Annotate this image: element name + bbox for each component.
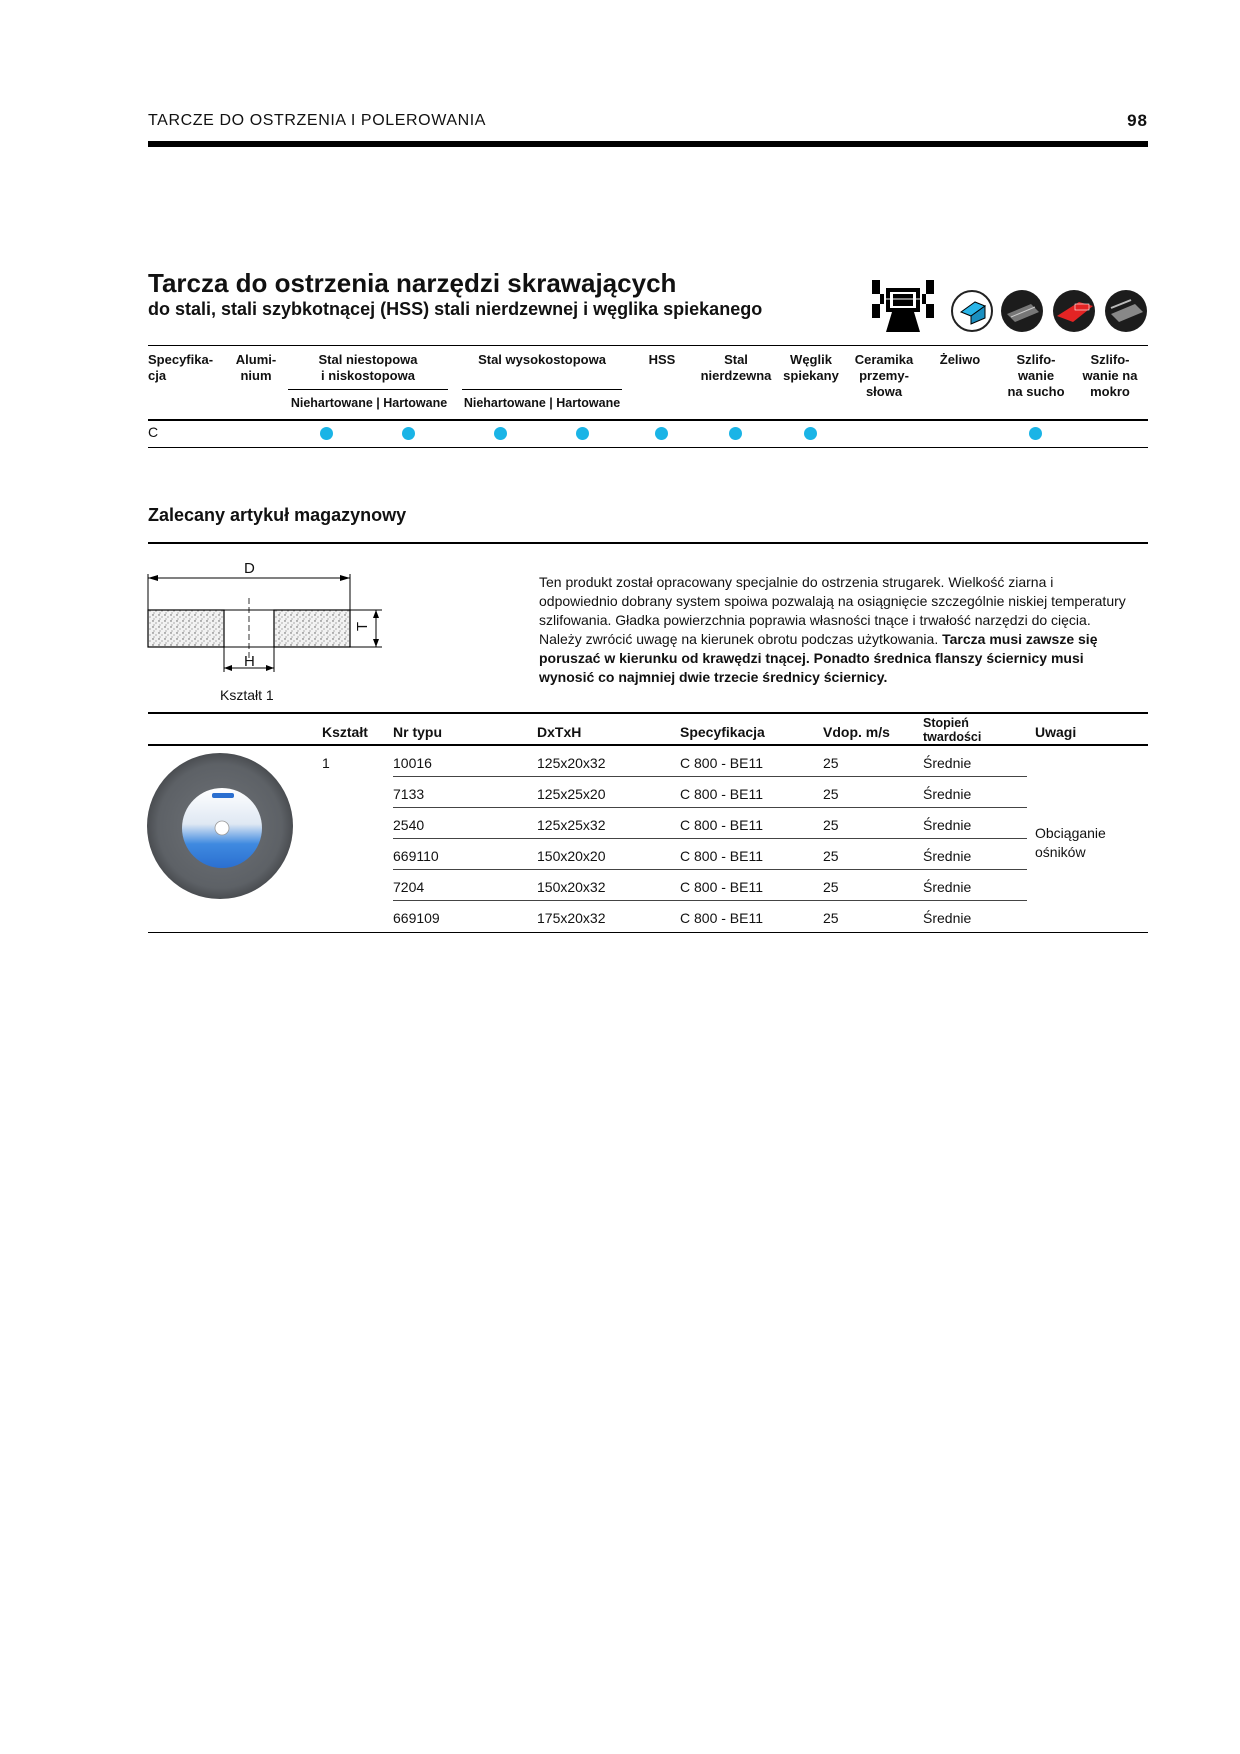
spec-header-high-steel: Stal wysokostopowa [478,352,606,367]
dims-cell: 125x25x32 [537,817,606,833]
spec-header-hss: HSS [648,352,676,367]
dims-cell: 125x20x32 [537,755,606,771]
spec-subheader-low: Niehartowane | Hartowane [290,396,448,410]
dims-cell: 150x20x32 [537,879,606,895]
spec-cell: C 800 - BE11 [680,879,764,895]
spec-header-stainless: Stal nierdzewna [700,352,772,383]
product-description: Ten produkt został opracowany specjalnie do ostrzenia strugarek. Wielkość ziarna i odpowiednio dobrany system spoiwa pozwalają na osiągnięcie szczególnie niskiej temperatury szlifowania. Gładka powierzchnia poprawia własności tnące i trwałość narzędzi do cięcia. Należy zwrócić uwagę na kierunek obrotu podczas użytkowania. Tarcza musi zawsze się poruszać w kierunku od krawędzi tnącej. Ponadto średnica flanszy ściernicy musi wynosić co najmniej dwie trzecie średnicy ściernicy. [539,574,1126,685]
suitability-dot-low-hardened [402,427,415,440]
suitability-dot-carbide [804,427,817,440]
steel-beam-icon [951,290,993,332]
header-rule [148,141,1148,147]
hardness-cell: Średnie [923,910,972,926]
high-steel-subrule [462,389,622,390]
spec-header-dry: Szlifo- wanie na sucho [1007,352,1065,399]
dims-cell: 125x25x20 [537,786,606,802]
product-subtitle: do stali, stali szybkotnącej (HSS) stali nierdzewnej i węglika spiekanego [148,299,763,319]
grinding-wheel-image [146,752,294,900]
dimension-t-label: T [354,621,372,632]
spec-cell: C 800 - BE11 [680,786,764,802]
wet-grinding-icon [1105,290,1147,332]
spec-header-ceramics: Ceramika przemy- słowa [854,352,914,399]
speed-cell: 25 [823,755,839,771]
col-type-no: Nr typu [393,724,442,740]
spec-table-bottom-rule [148,447,1148,448]
col-spec: Specyfikacja [680,724,765,740]
hardness-cell: Średnie [923,786,972,802]
dimension-d-label: D [244,560,255,577]
speed-cell: 25 [823,817,839,833]
speed-cell: 25 [823,879,839,895]
col-speed: Vdop. m/s [823,724,890,740]
product-table-bottom-rule [148,932,1148,933]
col-notes: Uwagi [1035,724,1077,740]
low-steel-subrule [288,389,448,390]
row-divider [393,776,1027,777]
product-table-header-rule [148,744,1148,746]
recommended-heading: Zalecany artykuł magazynowy [148,505,407,525]
spec-row-label: C [148,424,159,440]
speed-cell: 25 [823,848,839,864]
spec-cell: C 800 - BE11 [680,848,764,864]
type-no-cell: 10016 [393,755,432,771]
dry-grinding-icon [1001,290,1043,332]
hardness-cell: Średnie [923,817,972,833]
spec-header-wet: Szlifo- wanie na mokro [1082,352,1138,399]
speed-cell: 25 [823,786,839,802]
recommended-rule [148,542,1148,544]
bench-grinder-icon [870,278,936,334]
notes-cell: Obciąganie ośników [1035,825,1106,860]
col-shape: Kształt [322,724,368,740]
wheel-shape-diagram [146,560,396,680]
spec-table-header-rule [148,419,1148,421]
spec-header-aluminium: Alumi- nium [235,352,277,383]
hardened-steel-icon [1053,290,1095,332]
dims-cell: 150x20x20 [537,848,606,864]
suitability-dot-dry [1029,427,1042,440]
spec-header-cast-iron: Żeliwo [939,352,981,367]
suitability-dot-high-hardened [576,427,589,440]
spec-cell: C 800 - BE11 [680,910,764,926]
suitability-dot-high-unhardened [494,427,507,440]
page-number: 98 [1127,111,1148,130]
col-hardness: Stopień twardości [923,716,982,744]
shape-caption: Kształt 1 [220,687,274,703]
type-no-cell: 669109 [393,910,440,926]
type-no-cell: 2540 [393,817,425,833]
shape-value: 1 [322,755,330,771]
row-divider [393,807,1027,808]
spec-header-low-steel: Stal niestopowa i niskostopowa [318,352,418,383]
spec-table-top-rule [148,345,1148,346]
type-no-cell: 7204 [393,879,425,895]
spec-cell: C 800 - BE11 [680,817,764,833]
speed-cell: 25 [823,910,839,926]
suitability-dot-stainless [729,427,742,440]
hardness-cell: Średnie [923,755,972,771]
spec-cell: C 800 - BE11 [680,755,764,771]
hardness-cell: Średnie [923,848,972,864]
type-no-cell: 7133 [393,786,425,802]
spec-header-spec: Specyfika- cja [148,352,214,383]
spec-header-carbide: Węglik spiekany [783,352,839,383]
section-title: TARCZE DO OSTRZENIA I POLEROWANIA [148,112,487,129]
product-table-top-rule [148,712,1148,714]
dims-cell: 175x20x32 [537,910,606,926]
row-divider [393,869,1027,870]
row-divider [393,838,1027,839]
product-title: Tarcza do ostrzenia narzędzi skrawających [148,268,677,298]
type-no-cell: 669110 [393,848,439,864]
suitability-dot-low-unhardened [320,427,333,440]
suitability-dot-hss [655,427,668,440]
spec-subheader-high: Niehartowane | Hartowane [463,396,621,410]
dimension-h-label: H [244,653,255,670]
row-divider [393,900,1027,901]
col-dims: DxTxH [537,724,582,740]
hardness-cell: Średnie [923,879,972,895]
